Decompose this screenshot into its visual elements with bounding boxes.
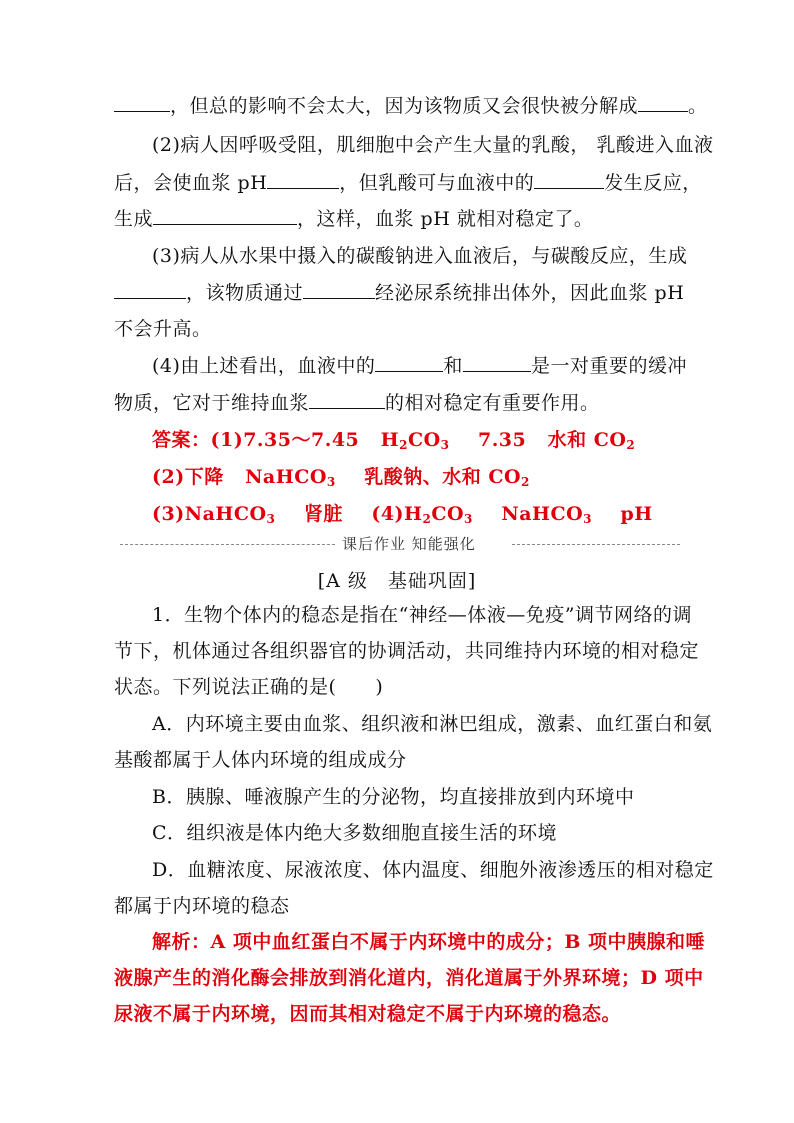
answer-label: 答案： bbox=[152, 429, 211, 451]
formula-part: CO bbox=[431, 503, 465, 525]
q1-continuation-line bbox=[114, 88, 708, 124]
answer-item: 肾脏 bbox=[303, 503, 343, 525]
answer-blank bbox=[463, 351, 531, 372]
formula-part: NaHCO bbox=[501, 503, 584, 525]
q3-line-1: (3)病人从水果中摄入的碳酸钠进入血液后，与碳酸反应，生成 bbox=[152, 245, 688, 267]
text: ，这样，血浆 pH 就相对稳定了。 bbox=[297, 208, 594, 230]
text: 和 bbox=[443, 355, 463, 377]
q4-line-2 bbox=[114, 385, 694, 421]
text: 生成 bbox=[114, 208, 154, 230]
subscript: 2 bbox=[399, 438, 408, 452]
text: 的相对稳定有重要作用。 bbox=[385, 392, 600, 414]
subscript: 3 bbox=[583, 512, 593, 526]
answer-item: (2)下降 bbox=[152, 466, 224, 488]
formula-part: (4)H bbox=[371, 503, 423, 525]
text: ，该物质通过 bbox=[186, 282, 304, 304]
text: (4)由上述看出，血液中的 bbox=[152, 355, 376, 377]
answer-item: (1)7.35～7.45 bbox=[210, 429, 360, 451]
option-d-line-2: 都属于内环境的稳态 bbox=[114, 895, 290, 917]
q2-line-2 bbox=[114, 165, 702, 201]
answer-blank bbox=[153, 204, 297, 225]
q1-stem-line-1: 1．生物个体内的稳态是指在“神经—体液—免疫”调节网络的调 bbox=[152, 604, 693, 626]
text: 发生反应， bbox=[604, 172, 702, 194]
text: 后，会使血浆 pH bbox=[114, 172, 268, 194]
text: 经泌尿系统排出体外，因此血浆 pH bbox=[375, 282, 685, 304]
q1-stem-line-3: 状态。下列说法正确的是( ) bbox=[114, 676, 384, 698]
answer-blank bbox=[114, 91, 170, 112]
analysis-line-2: 液腺产生的消化酶会排放到消化道内，消化道属于外界环境；D 项中 bbox=[114, 967, 704, 989]
level-title: [A 级 基础巩固] bbox=[317, 570, 477, 592]
option-a-line-2: 基酸都属于人体内环境的组成成分 bbox=[114, 749, 407, 771]
subscript: 2 bbox=[521, 475, 530, 489]
answer-line-1 bbox=[152, 422, 732, 458]
answer-line-3 bbox=[152, 496, 732, 532]
formula-part: (3)NaHCO bbox=[152, 503, 267, 525]
subscript: 3 bbox=[326, 475, 336, 489]
formula-part: H bbox=[380, 429, 400, 451]
section-divider bbox=[120, 533, 680, 557]
answer-blank bbox=[303, 278, 375, 299]
analysis-text: A 项中血红蛋白不属于内环境中的成分；B 项中胰腺和唾 bbox=[210, 931, 706, 953]
divider-rule-left bbox=[120, 544, 335, 545]
text: 是一对重要的缓冲 bbox=[530, 355, 687, 377]
answer-item: 7.35 bbox=[477, 429, 527, 451]
option-a-line-1: A．内环境主要由血浆、组织液和淋巴组成，激素、血红蛋白和氨 bbox=[152, 713, 713, 735]
option-d-line-1: D．血糖浓度、尿液浓度、体内温度、细胞外液渗透压的相对稳定 bbox=[152, 859, 714, 881]
answer-blank bbox=[267, 168, 339, 189]
analysis-line-3: 尿液不属于内环境，因而其相对稳定不属于内环境的稳态。 bbox=[114, 1003, 622, 1025]
divider-rule-right bbox=[512, 544, 680, 545]
answer-item: pH bbox=[620, 503, 653, 525]
answer-blank bbox=[375, 351, 443, 372]
subscript: 3 bbox=[440, 438, 450, 452]
text: ，但乳酸可与血液中的 bbox=[339, 172, 535, 194]
q1-stem-line-2: 节下，机体通过各组织器官的协调活动，共同维持内环境的相对稳定 bbox=[114, 640, 700, 662]
q4-line-1 bbox=[152, 348, 732, 384]
section-title: 课后作业 知能强化 bbox=[342, 535, 476, 553]
q3-line-3: 不会升高。 bbox=[114, 318, 212, 340]
formula-part: NaHCO bbox=[245, 466, 327, 488]
subscript: 3 bbox=[266, 512, 276, 526]
formula-part: CO bbox=[407, 429, 441, 451]
analysis-label: 解析： bbox=[152, 931, 211, 953]
answer-blank bbox=[309, 388, 385, 409]
answer-blank bbox=[638, 91, 688, 112]
option-b: B．胰腺、唾液腺产生的分泌物，均直接排放到内环境中 bbox=[152, 786, 635, 808]
text: 。 bbox=[688, 95, 708, 117]
q3-line-2 bbox=[114, 275, 694, 311]
subscript: 3 bbox=[464, 512, 473, 526]
q2-line-1: (2)病人因呼吸受阻，肌细胞中会产生大量的乳酸， 乳酸进入血液 bbox=[152, 134, 714, 156]
option-c: C．组织液是体内绝大多数细胞直接生活的环境 bbox=[152, 822, 558, 844]
answer-line-2 bbox=[152, 459, 732, 495]
analysis-line-1 bbox=[152, 924, 732, 960]
q2-line-3 bbox=[114, 201, 694, 237]
subscript: 2 bbox=[626, 438, 636, 452]
subscript: 2 bbox=[422, 512, 432, 526]
answer-item: 水和 CO bbox=[547, 429, 627, 451]
text: ，但总的影响不会太大，因为该物质又会很快被分解成 bbox=[170, 95, 639, 117]
answer-item: 乳酸钠、水和 CO bbox=[364, 466, 521, 488]
text: 物质，它对于维持血浆 bbox=[114, 392, 310, 414]
answer-blank bbox=[114, 278, 186, 299]
answer-blank bbox=[534, 168, 604, 189]
